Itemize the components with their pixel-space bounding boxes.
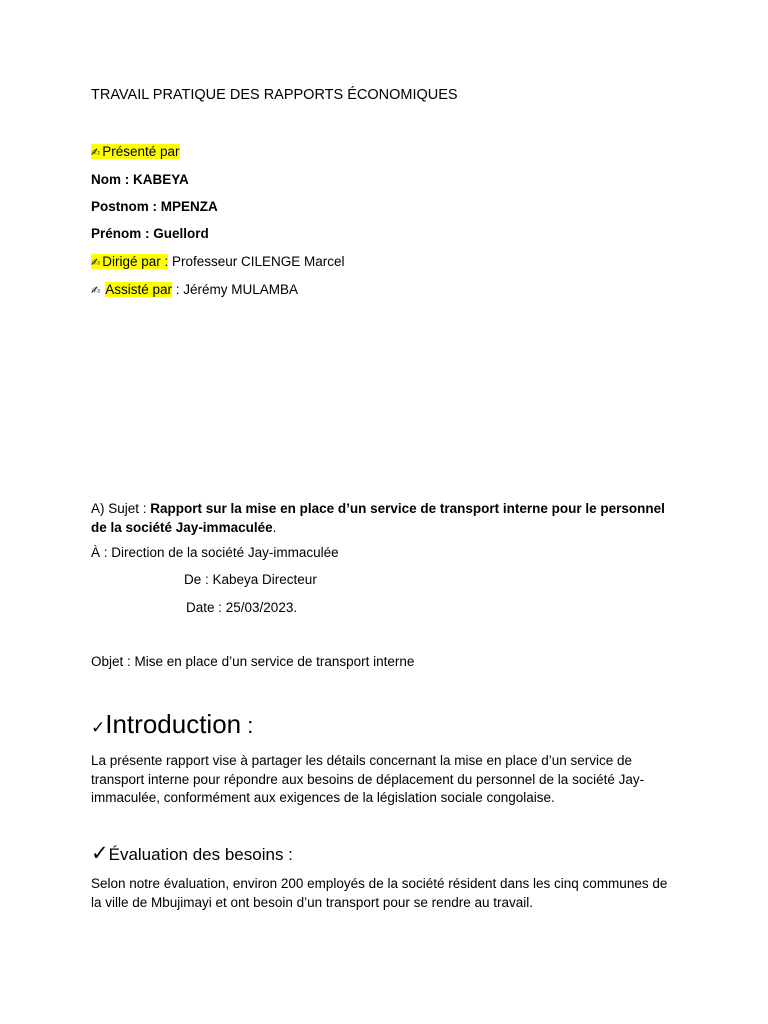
subject-end: . [272,520,277,535]
document-title: TRAVAIL PRATIQUE DES RAPPORTS ÉCONOMIQUES [91,87,458,103]
evaluation-heading-text: Évaluation des besoins : [108,845,293,864]
checkmark-icon: ✓ [91,842,109,865]
from-line: De : Kabeya Directeur [184,572,317,587]
date-line: Date : 25/03/2023. [186,600,298,615]
subject-label: A) Sujet : [91,501,151,516]
object-line: Objet : Mise en place d’un service de transport interne [91,654,415,669]
introduction-heading [91,707,253,745]
assisted-by-value: : Jérémy MULAMBA [172,282,299,297]
prenom-line: Prénom : Guellord [91,226,209,241]
to-line: À : Direction de la société Jay-immaculée [91,545,339,560]
introduction-heading-text: Introduction [105,709,242,739]
directed-by-label: Dirigé par : [102,254,169,269]
assisted-by-line [91,281,298,300]
subject-paragraph [91,499,681,537]
presented-by-line [91,143,180,162]
introduction-heading-colon: : [241,713,254,738]
writing-hand-icon: ✍ [91,257,101,269]
presented-by-label: Présenté par [102,144,180,159]
evaluation-paragraph: Selon notre évaluation, environ 200 employés de la société résident dans les cinq communes de la ville de Mbujimayi et ont besoin d’un transport pour se rendre au travail. [91,876,668,910]
evaluation-heading [91,842,293,867]
nom-line: Nom : KABEYA [91,172,189,187]
writing-hand-icon: ✍ [91,147,101,159]
checkmark-icon: ✓ [91,718,106,737]
subject-text: Rapport sur la mise en place d’un service de transport interne pour le personnel de la société Jay-immaculée [91,501,665,535]
directed-by-value: Professeur CILENGE Marcel [168,254,345,269]
writing-hand-icon: ✍ [91,285,101,297]
presented-by-highlight [91,144,180,159]
assisted-by-label: Assisté par [105,282,173,297]
directed-by-highlight [91,254,168,269]
introduction-paragraph: La présente rapport vise à partager les détails concernant la mise en place d’un service de transport interne pour répondre aux besoins de déplacement du personnel de la société Jay-immaculée, conformément aux exigences de la législation sociale congolaise. [91,753,645,805]
directed-by-line [91,253,345,272]
postnom-line: Postnom : MPENZA [91,199,218,214]
